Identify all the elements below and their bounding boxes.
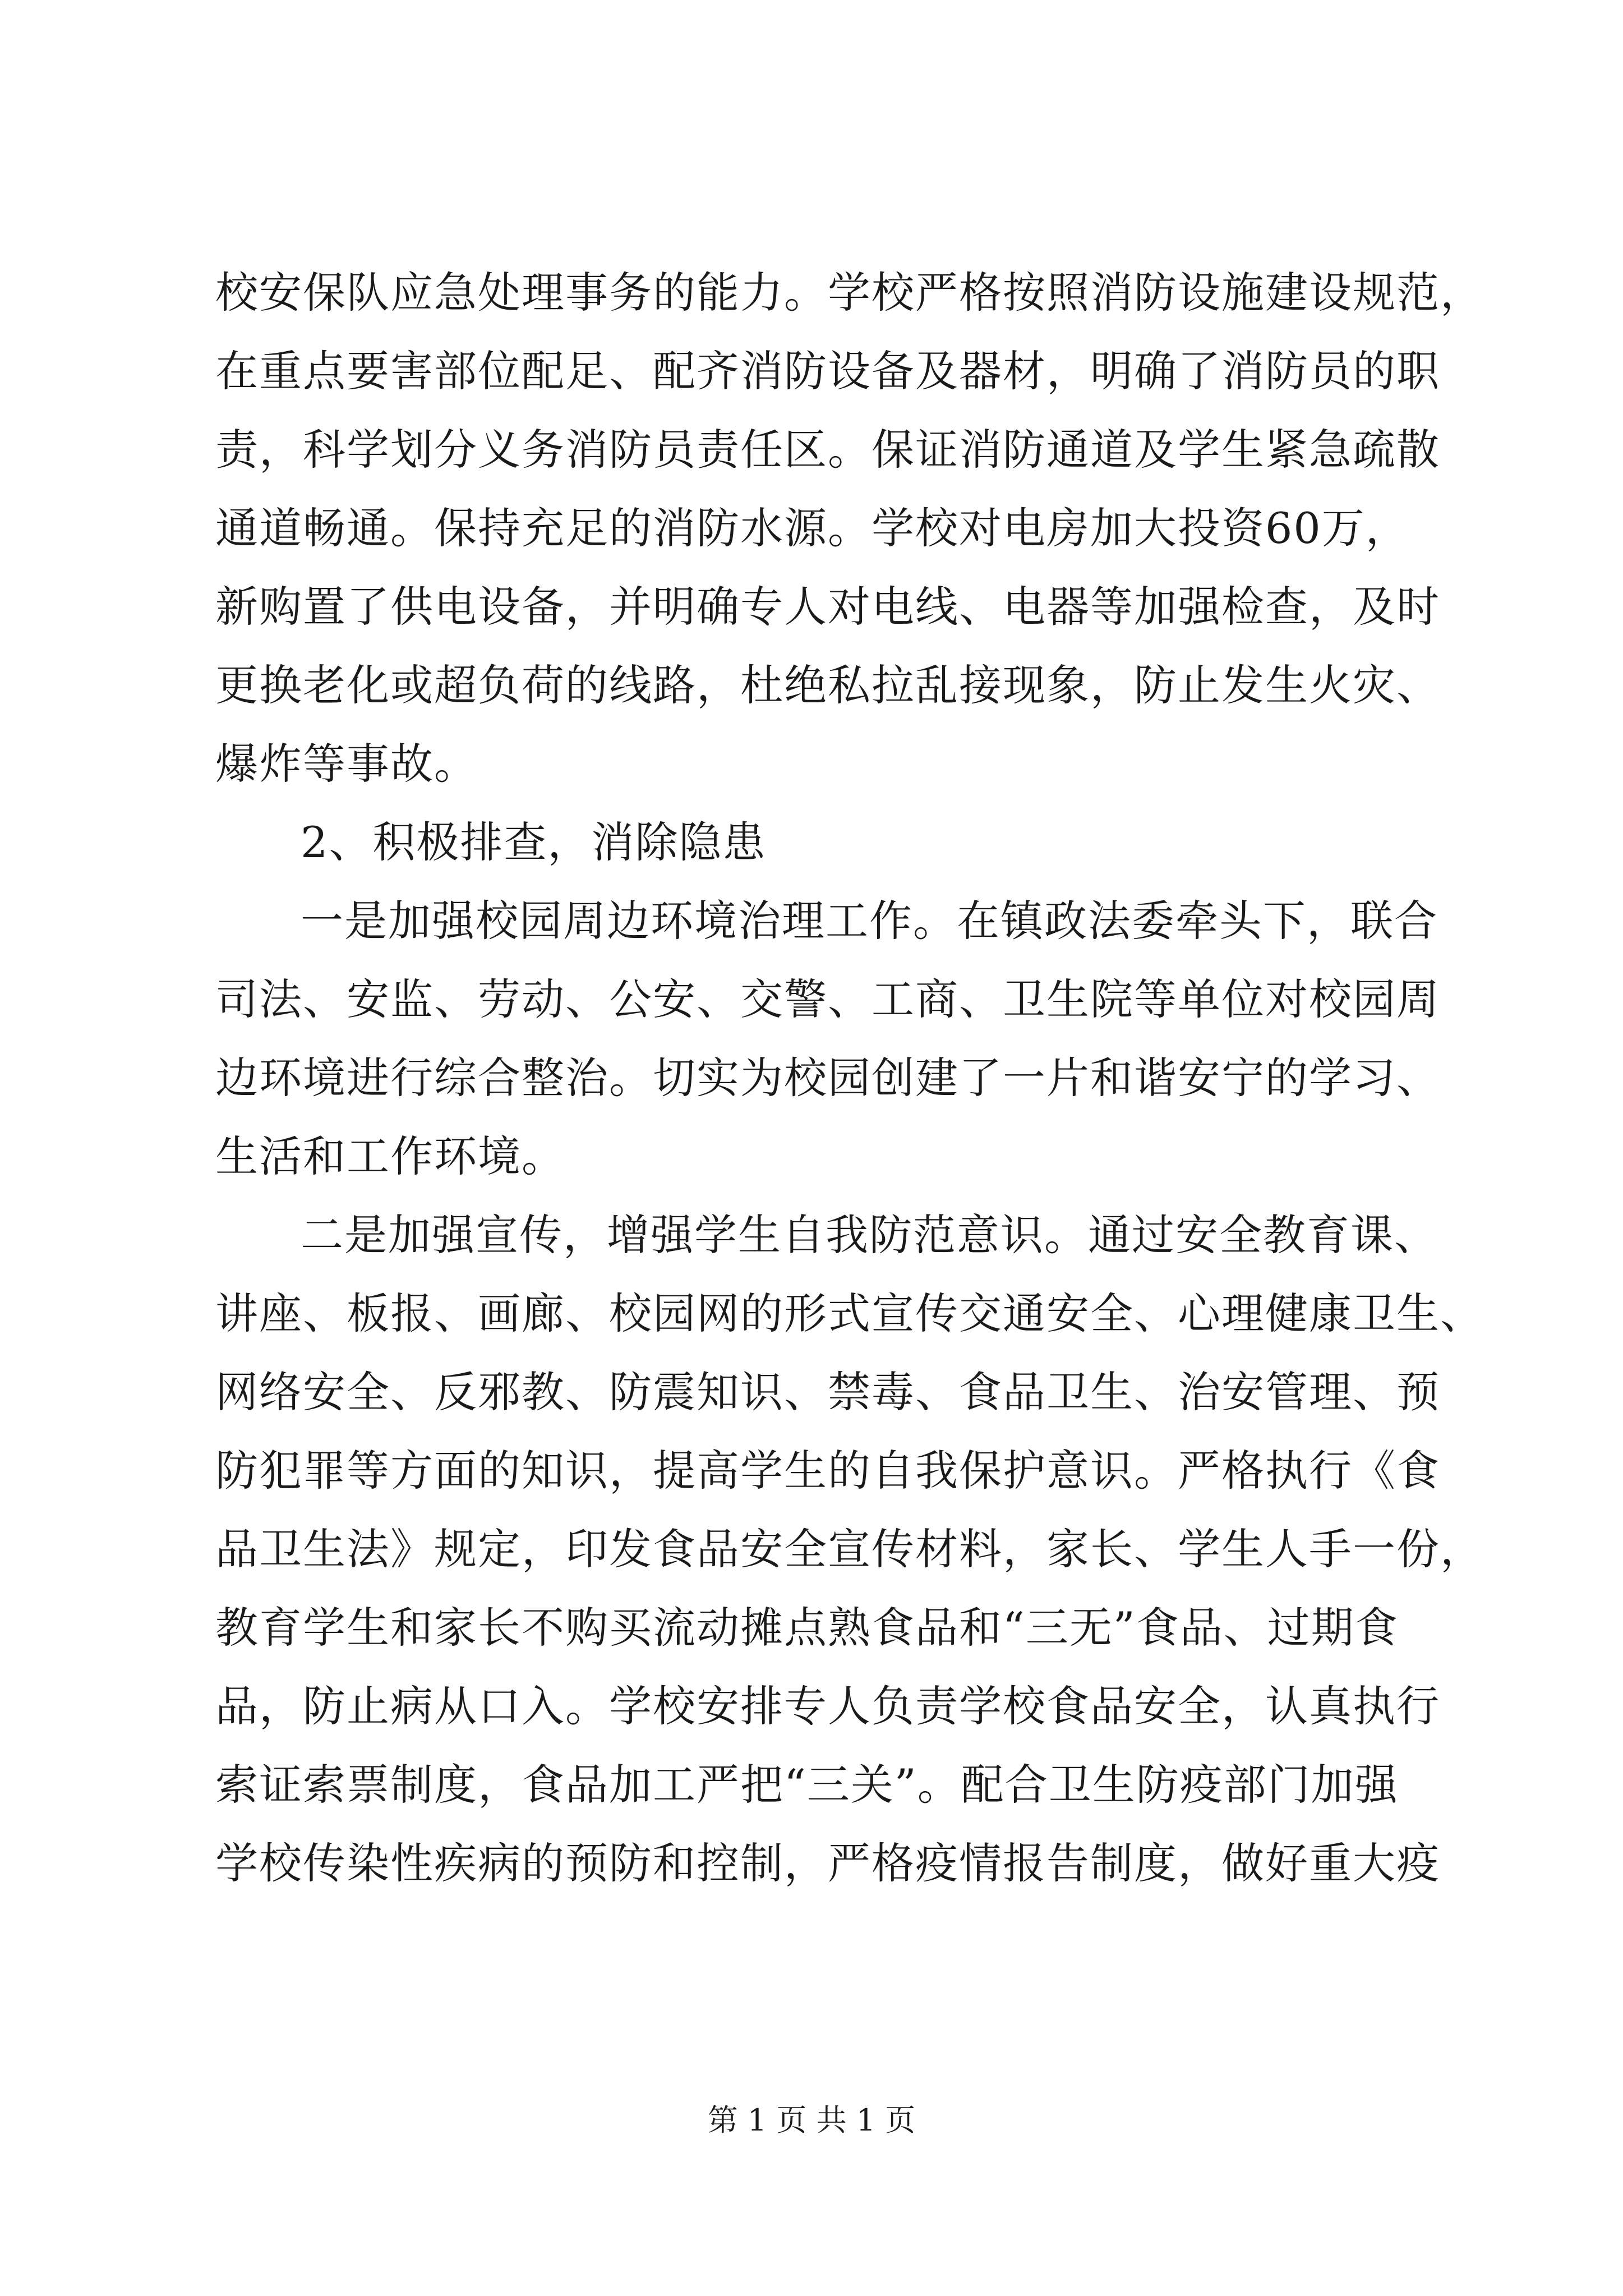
text-line: 校安保队应急处理事务的能力。学校严格按照消防设施建设规范， [215, 268, 1484, 318]
text-line: 边环境进行综合整治。切实为校园创建了一片和谐安宁的学习、 [215, 1053, 1440, 1103]
text-line: 品卫生法》规定，印发食品安全宣传材料，家长、学生人手一份， [215, 1524, 1484, 1574]
text-line: 在重点要害部位配足、配齐消防设备及器材，明确了消防员的职 [215, 346, 1440, 396]
text-line: 学校传染性疾病的预防和控制，严格疫情报告制度，做好重大疫 [215, 1838, 1440, 1888]
paragraph-start-line: 一是加强校园周边环境治理工作。在镇政法委牵头下，联合 [301, 896, 1438, 946]
paragraph-start-line: 二是加强宣传，增强学生自我防范意识。通过安全教育课、 [301, 1210, 1438, 1260]
text-line: 爆炸等事故。 [215, 739, 478, 789]
text-line: 生活和工作环境。 [215, 1131, 565, 1181]
text-line: 司法、安监、劳动、公安、交警、工商、卫生院等单位对校园周 [215, 974, 1440, 1024]
section-heading: 2、积极排查，消除隐患 [301, 817, 767, 867]
page-number-footer: 第 1 页 共 1 页 [707, 2102, 916, 2138]
text-line: 网络安全、反邪教、防震知识、禁毒、食品卫生、治安管理、预 [215, 1367, 1440, 1417]
text-line: 防犯罪等方面的知识，提高学生的自我保护意识。严格执行《食 [215, 1446, 1440, 1496]
text-line: 索证索票制度，食品加工严把“三关”。配合卫生防疫部门加强 [215, 1760, 1399, 1810]
text-line: 责，科学划分义务消防员责任区。保证消防通道及学生紧急疏散 [215, 425, 1440, 475]
text-line: 教育学生和家长不购买流动摊点熟食品和“三无”食品、过期食 [215, 1603, 1399, 1653]
text-line: 新购置了供电设备，并明确专人对电线、电器等加强检查，及时 [215, 582, 1440, 632]
text-line: 更换老化或超负荷的线路，杜绝私拉乱接现象，防止发生火灾、 [215, 660, 1440, 710]
text-line: 通道畅通。保持充足的消防水源。学校对电房加大投资60万， [215, 503, 1409, 553]
text-line: 品，防止病从口入。学校安排专人负责学校食品安全，认真执行 [215, 1681, 1440, 1731]
text-line: 讲座、板报、画廊、校园网的形式宣传交通安全、心理健康卫生、 [215, 1289, 1484, 1338]
